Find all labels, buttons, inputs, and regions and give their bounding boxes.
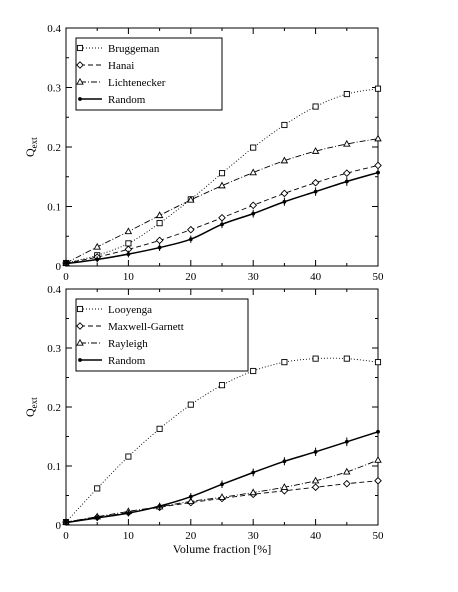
data-point [188,402,193,407]
x-tick-label: 40 [310,271,322,283]
data-point [219,215,225,221]
data-point [375,457,381,462]
data-point [345,180,348,183]
legend-entry [78,355,145,367]
legend-label: Hanai [108,60,135,72]
x-tick-label: 50 [372,271,384,283]
data-point [250,202,256,208]
data-point [345,440,348,443]
data-point [314,450,317,453]
data-point [282,360,287,365]
x-tick-label: 10 [122,530,134,542]
y-tick-label: 0 [55,520,61,532]
data-point [281,190,287,196]
y-axis-title-main: Q [23,408,37,417]
x-tick-label: 20 [185,530,197,542]
series-line [66,460,378,522]
data-point [127,512,130,515]
y-axis-title-subscript: ext [29,397,39,409]
x-tick-label: 20 [185,271,197,283]
series-line [66,432,378,523]
legend-entry [77,304,152,316]
legend-marker [77,340,83,345]
legend-entry [77,43,159,55]
legend-label: Maxwell-Garnett [108,321,184,333]
y-tick-label: 0.2 [47,142,61,154]
series-rayleigh [63,457,381,524]
data-point [344,91,349,96]
data-point [64,262,67,265]
data-point [96,258,99,261]
legend-marker [77,79,83,84]
legend-marker [77,45,82,50]
data-point [156,237,162,243]
legend-label: Looyenga [108,304,152,316]
data-point [375,86,380,91]
data-point [344,481,350,487]
data-point [375,162,381,168]
legend-marker [77,306,82,311]
x-axis-title: Volume fraction [%] [172,542,272,556]
data-point [126,241,131,246]
series-line [66,139,378,263]
data-point [375,135,381,140]
data-point [126,454,131,459]
legend-label: Random [108,355,146,367]
data-point [375,360,380,365]
data-point [283,200,286,203]
x-tick-label: 0 [63,271,69,283]
legend-entry [77,321,184,333]
data-point [96,516,99,519]
x-tick-label: 30 [247,530,259,542]
data-point [189,495,192,498]
data-point [157,426,162,431]
legend-entry [78,94,145,106]
bottom-panel [23,284,384,556]
data-point [95,486,100,491]
y-tick-label: 0.3 [47,82,61,95]
x-tick-label: 0 [63,530,69,542]
legend-marker [77,323,83,329]
legend-label: Rayleigh [108,338,148,350]
series-lichtenecker [63,135,381,265]
legend-marker [78,97,81,100]
x-tick-label: 30 [247,271,259,283]
y-tick-label: 0.3 [47,343,61,355]
x-tick-label: 10 [122,271,134,283]
y-axis-title [23,397,39,417]
x-tick-label: 50 [372,530,384,542]
data-point [158,246,161,249]
data-point [220,483,223,486]
data-point [220,223,223,226]
data-point [314,190,317,193]
legend-entry [77,60,134,72]
data-point [283,460,286,463]
y-axis-title-main: Q [23,148,37,157]
y-tick-label: 0.2 [47,402,61,414]
data-point [189,238,192,241]
data-point [344,170,350,176]
data-point [64,521,67,524]
data-point [188,227,194,233]
data-point [313,356,318,361]
y-tick-label: 0.1 [47,201,61,214]
series-random [64,427,379,525]
data-point [157,212,163,217]
top-panel [23,23,384,283]
legend-label: Bruggeman [108,43,160,55]
data-point [219,383,224,388]
data-point [375,478,381,484]
data-point [282,122,287,127]
data-point [252,212,255,215]
series-bruggeman [63,86,380,266]
legend-label: Random [108,94,146,106]
y-tick-label: 0.4 [47,23,61,35]
data-point [313,104,318,109]
data-point [252,471,255,474]
series-hanai [63,162,381,266]
legend-entry [77,77,166,89]
data-point [344,356,349,361]
data-point [125,228,131,233]
y-tick-label: 0 [55,261,61,273]
data-point [376,430,379,433]
data-point [94,244,100,249]
legend-marker [77,62,83,68]
legend-marker [78,358,81,361]
y-tick-label: 0.4 [47,284,61,296]
legend-label: Lichtenecker [108,77,166,89]
y-tick-label: 0.1 [47,461,61,473]
y-axis-title-subscript: ext [29,137,39,149]
data-point [157,221,162,226]
data-point [312,180,318,186]
data-point [127,253,130,256]
y-axis-title [23,137,39,157]
legend-entry [77,338,148,350]
data-point [219,171,224,176]
data-point [376,171,379,174]
data-point [158,505,161,508]
data-point [251,145,256,150]
data-point [312,484,318,490]
data-point [251,368,256,373]
x-tick-label: 40 [310,530,322,542]
